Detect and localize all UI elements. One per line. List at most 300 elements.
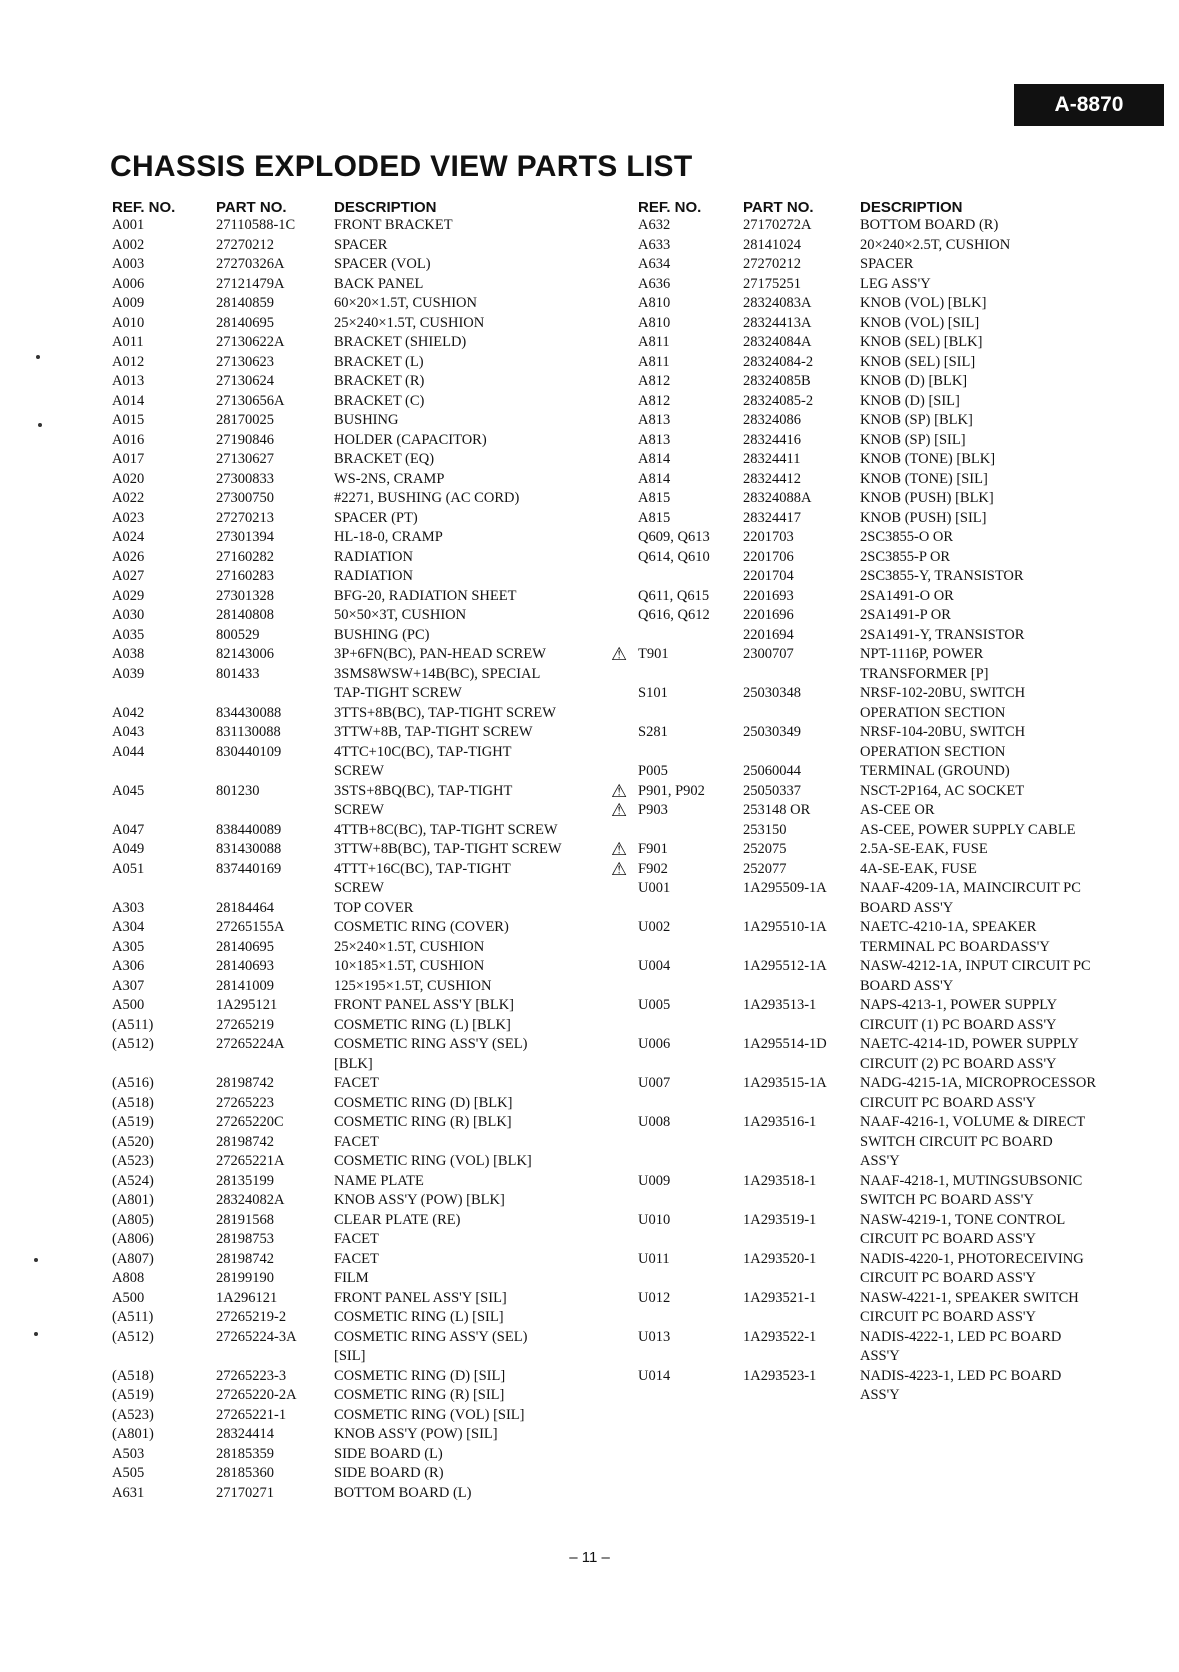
ref-no-cell-text: A047 bbox=[112, 821, 145, 838]
part-no-cell-text: 28140693 bbox=[216, 958, 274, 974]
ref-no-cell bbox=[638, 411, 743, 431]
table-row bbox=[638, 431, 1096, 451]
part-no-cell bbox=[216, 470, 334, 490]
description-cell-text: BUSHING (PC) bbox=[334, 626, 430, 643]
part-no-cell-text: 27130627 bbox=[216, 451, 274, 467]
ref-no-cell bbox=[638, 1074, 743, 1094]
description-cell-text: NAETC-4210-1A, SPEAKER bbox=[860, 919, 1037, 935]
part-no-cell-text: 1A293516-1 bbox=[743, 1114, 817, 1130]
table-row bbox=[112, 1094, 562, 1114]
part-no-cell bbox=[216, 1211, 334, 1231]
description-cell-text: 4A-SE-EAK, FUSE bbox=[860, 860, 977, 877]
ref-no-cell bbox=[112, 743, 216, 763]
ref-no-cell-text: A003 bbox=[112, 256, 145, 272]
ref-no-cell bbox=[112, 1484, 216, 1504]
table-row bbox=[112, 1133, 562, 1153]
table-row bbox=[638, 1347, 1096, 1367]
ref-no-cell-text: U008 bbox=[638, 1114, 671, 1130]
ref-no-cell-text: A304 bbox=[112, 919, 145, 935]
ref-no-cell-text: A815 bbox=[638, 509, 671, 526]
part-no-cell-text: 27265220C bbox=[216, 1114, 284, 1130]
description-cell bbox=[334, 899, 413, 919]
description-cell bbox=[860, 996, 1057, 1016]
description-cell-text: KNOB (SP) [BLK] bbox=[860, 412, 973, 428]
ref-no-cell bbox=[112, 723, 216, 743]
part-no-cell bbox=[216, 782, 334, 802]
description-cell-text: HOLDER (CAPACITOR) bbox=[334, 431, 487, 448]
description-cell-text: CIRCUIT PC BOARD ASS'Y bbox=[860, 1094, 1036, 1111]
part-no-cell-text: 1A295512-1A bbox=[743, 958, 827, 974]
description-cell bbox=[860, 236, 1010, 256]
part-no-cell-text: 28191568 bbox=[216, 1211, 274, 1228]
description-cell-text: FACET bbox=[334, 1231, 379, 1247]
ref-no-cell-text: (A523) bbox=[112, 1406, 154, 1423]
description-cell bbox=[334, 723, 533, 743]
part-no-cell-text: 27270326A bbox=[216, 256, 285, 272]
ref-no-cell bbox=[638, 548, 743, 568]
table-row bbox=[638, 626, 1096, 646]
description-cell bbox=[860, 548, 950, 568]
ref-no-cell-text: (A523) bbox=[112, 1153, 154, 1169]
description-cell-text: KNOB (VOL) [BLK] bbox=[860, 295, 987, 311]
description-cell-text: NASW-4221-1, SPEAKER SWITCH bbox=[860, 1289, 1079, 1306]
table-row bbox=[112, 938, 562, 958]
table-row bbox=[638, 392, 1096, 412]
table-row bbox=[638, 606, 1096, 626]
description-cell-text: #2271, BUSHING (AC CORD) bbox=[334, 490, 520, 506]
description-cell bbox=[860, 1074, 1096, 1094]
table-row bbox=[112, 587, 562, 607]
part-no-cell bbox=[743, 1113, 860, 1133]
description-cell bbox=[860, 684, 1025, 704]
ref-no-cell-text: A812 bbox=[638, 392, 671, 409]
ref-no-cell bbox=[112, 1211, 216, 1231]
ref-no-cell bbox=[112, 879, 216, 899]
description-cell-text: 2SA1491-P OR bbox=[860, 607, 951, 623]
ref-no-cell-text: A306 bbox=[112, 958, 145, 974]
part-no-cell-text: 28324411 bbox=[743, 451, 801, 467]
description-cell-text: RADIATION bbox=[334, 548, 413, 565]
part-no-cell bbox=[216, 1484, 334, 1504]
description-cell bbox=[860, 314, 979, 334]
part-no-cell-text: 28324085-2 bbox=[743, 392, 814, 409]
safety-warning-icon: ⚠ bbox=[611, 839, 628, 860]
part-no-cell bbox=[216, 1347, 334, 1367]
ref-no-cell-text: A043 bbox=[112, 724, 145, 740]
table-row bbox=[112, 1055, 562, 1075]
ref-no-cell bbox=[112, 450, 216, 470]
part-no-cell bbox=[216, 275, 334, 295]
part-no-cell-text: 1A293515-1A bbox=[743, 1075, 827, 1091]
table-row bbox=[112, 431, 562, 451]
part-no-cell bbox=[216, 353, 334, 373]
part-no-cell bbox=[743, 996, 860, 1016]
ref-no-cell bbox=[112, 860, 216, 880]
table-row bbox=[112, 645, 562, 665]
ref-no-cell bbox=[638, 1230, 743, 1250]
description-cell-text: ASS'Y bbox=[860, 1348, 900, 1364]
description-cell bbox=[860, 723, 1025, 743]
part-no-cell bbox=[216, 236, 334, 256]
part-no-cell bbox=[743, 411, 860, 431]
ref-no-cell bbox=[112, 1133, 216, 1153]
description-cell bbox=[860, 977, 953, 997]
table-row bbox=[112, 821, 562, 841]
part-no-cell bbox=[216, 645, 334, 665]
description-cell bbox=[860, 743, 1005, 763]
ref-no-cell bbox=[638, 899, 743, 919]
table-row bbox=[611, 839, 1096, 860]
description-cell bbox=[860, 1133, 1053, 1153]
description-cell-text: COSMETIC RING (R) [BLK] bbox=[334, 1114, 512, 1130]
description-cell-text: CIRCUIT PC BOARD ASS'Y bbox=[860, 1270, 1036, 1286]
description-cell-text: CIRCUIT (2) PC BOARD ASS'Y bbox=[860, 1055, 1057, 1072]
table-row bbox=[112, 294, 562, 314]
ref-no-cell bbox=[112, 372, 216, 392]
part-no-cell-text: 801230 bbox=[216, 782, 260, 799]
ref-no-cell-text: (A807) bbox=[112, 1250, 154, 1267]
description-cell-text: NADIS-4222-1, LED PC BOARD bbox=[860, 1328, 1062, 1345]
safety-warning-icon: ⚠ bbox=[611, 644, 628, 665]
part-no-cell bbox=[216, 1152, 334, 1172]
description-cell bbox=[860, 587, 954, 607]
description-cell bbox=[860, 938, 1050, 958]
description-cell-text: COSMETIC RING (VOL) [SIL] bbox=[334, 1406, 525, 1423]
description-cell-text: OPERATION SECTION bbox=[860, 743, 1006, 760]
ref-no-cell bbox=[638, 236, 743, 256]
description-cell-text: BRACKET (C) bbox=[334, 392, 425, 409]
ref-no-cell bbox=[638, 704, 743, 724]
table-row bbox=[112, 1016, 562, 1036]
description-cell bbox=[334, 255, 431, 275]
ref-no-cell-text: A009 bbox=[112, 295, 145, 311]
description-cell bbox=[860, 665, 989, 685]
description-cell-text: KNOB (PUSH) [SIL] bbox=[860, 509, 987, 526]
table-row bbox=[638, 587, 1096, 607]
ref-no-cell-text: A010 bbox=[112, 314, 145, 331]
part-no-cell bbox=[216, 879, 334, 899]
part-no-cell bbox=[743, 1191, 860, 1211]
ref-no-cell bbox=[638, 743, 743, 763]
part-no-cell bbox=[216, 1074, 334, 1094]
ref-no-cell bbox=[112, 977, 216, 997]
description-cell-text: CLEAR PLATE (RE) bbox=[334, 1211, 461, 1228]
ref-no-cell bbox=[112, 801, 216, 821]
part-no-cell-text: 27170271 bbox=[216, 1484, 274, 1501]
table-row bbox=[638, 938, 1096, 958]
part-no-cell bbox=[743, 606, 860, 626]
ref-no-cell bbox=[112, 1074, 216, 1094]
description-cell-text: BOTTOM BOARD (L) bbox=[334, 1484, 472, 1501]
table-row bbox=[611, 800, 1096, 821]
ref-no-cell bbox=[112, 1269, 216, 1289]
description-cell bbox=[334, 801, 384, 821]
description-cell bbox=[860, 1055, 1057, 1075]
part-no-cell bbox=[216, 587, 334, 607]
description-cell-text: SWITCH CIRCUIT PC BOARD bbox=[860, 1133, 1053, 1150]
ref-no-cell bbox=[112, 411, 216, 431]
ref-no-cell bbox=[638, 450, 743, 470]
part-no-cell-text: 27265220-2A bbox=[216, 1387, 297, 1403]
description-cell-text: TAP-TIGHT SCREW bbox=[334, 685, 462, 701]
ref-no-cell-text: (A519) bbox=[112, 1114, 154, 1130]
part-no-cell bbox=[216, 1308, 334, 1328]
description-cell bbox=[860, 1367, 1061, 1387]
part-no-cell bbox=[216, 1133, 334, 1153]
ref-no-cell bbox=[112, 1445, 216, 1465]
part-no-cell bbox=[743, 372, 860, 392]
table-row bbox=[638, 1211, 1096, 1231]
part-no-cell-text: 25030349 bbox=[743, 724, 801, 740]
part-no-cell bbox=[216, 665, 334, 685]
part-no-cell-text: 27270212 bbox=[743, 256, 801, 272]
description-cell bbox=[334, 762, 384, 782]
description-cell-text: BOARD ASS'Y bbox=[860, 977, 954, 994]
table-row bbox=[112, 996, 562, 1016]
description-cell-text: 2SA1491-Y, TRANSISTOR bbox=[860, 626, 1025, 643]
part-no-cell bbox=[743, 1386, 860, 1406]
ref-no-cell bbox=[638, 392, 743, 412]
ref-no-cell bbox=[638, 1055, 743, 1075]
table-row bbox=[112, 606, 562, 626]
ref-no-cell-text: F902 bbox=[638, 860, 668, 877]
ref-no-cell bbox=[638, 489, 743, 509]
description-cell bbox=[860, 1035, 1079, 1055]
description-cell-text: COSMETIC RING (VOL) [BLK] bbox=[334, 1153, 532, 1169]
description-cell-text: COSMETIC RING ASS'Y (SEL) bbox=[334, 1328, 528, 1345]
ref-no-cell bbox=[112, 216, 216, 236]
part-no-cell bbox=[216, 548, 334, 568]
part-no-cell-text: 28324082A bbox=[216, 1192, 285, 1208]
description-cell-text: FACET bbox=[334, 1133, 379, 1150]
ref-no-cell bbox=[638, 275, 743, 295]
ref-no-cell bbox=[638, 1016, 743, 1036]
part-no-cell-text: 27130656A bbox=[216, 392, 285, 409]
part-no-cell-text: 28324417 bbox=[743, 509, 801, 526]
description-cell-text: NADIS-4223-1, LED PC BOARD bbox=[860, 1367, 1062, 1384]
part-no-cell bbox=[743, 1328, 860, 1348]
table-row bbox=[112, 236, 562, 256]
table-row bbox=[112, 801, 562, 821]
part-no-cell bbox=[743, 762, 860, 782]
table-row bbox=[638, 743, 1096, 763]
ref-no-cell bbox=[638, 1347, 743, 1367]
ref-no-cell-text: (A805) bbox=[112, 1211, 154, 1228]
part-no-cell-text: 27265219-2 bbox=[216, 1309, 287, 1325]
description-cell bbox=[860, 255, 913, 275]
ref-no-cell bbox=[112, 996, 216, 1016]
part-no-cell-text: 27110588-1C bbox=[216, 217, 296, 233]
description-cell bbox=[334, 879, 384, 899]
description-cell-text: NAETC-4214-1D, POWER SUPPLY bbox=[860, 1036, 1079, 1052]
ref-no-cell bbox=[112, 626, 216, 646]
part-no-cell-text: 28135199 bbox=[216, 1172, 274, 1189]
ref-no-cell bbox=[638, 470, 743, 490]
part-no-cell bbox=[216, 411, 334, 431]
part-no-cell-text: 28198742 bbox=[216, 1075, 274, 1091]
description-cell bbox=[860, 509, 986, 529]
table-row bbox=[638, 236, 1096, 256]
description-cell-text: SPACER bbox=[860, 256, 914, 272]
part-no-cell bbox=[743, 353, 860, 373]
part-no-cell-text: 27175251 bbox=[743, 275, 801, 292]
table-body bbox=[611, 216, 1097, 1406]
description-cell bbox=[334, 1269, 369, 1289]
ref-no-cell-text: A042 bbox=[112, 704, 145, 721]
part-no-cell bbox=[216, 294, 334, 314]
ref-no-cell bbox=[112, 333, 216, 353]
ref-no-cell bbox=[638, 1113, 743, 1133]
ref-no-cell bbox=[638, 996, 743, 1016]
part-no-cell-text: 28324085B bbox=[743, 373, 811, 389]
header-description: DESCRIPTION bbox=[860, 199, 963, 216]
part-no-cell bbox=[216, 1269, 334, 1289]
part-no-cell bbox=[216, 528, 334, 548]
description-cell bbox=[334, 528, 443, 548]
part-no-cell bbox=[743, 723, 860, 743]
part-no-cell bbox=[216, 314, 334, 334]
part-no-cell bbox=[743, 1074, 860, 1094]
part-no-cell-text: 27270212 bbox=[216, 236, 274, 253]
part-no-cell-text: 834430088 bbox=[216, 704, 282, 721]
part-no-cell-text: 28140808 bbox=[216, 607, 274, 623]
table-row bbox=[638, 548, 1096, 568]
ref-no-cell-text: A020 bbox=[112, 470, 145, 487]
part-no-cell bbox=[216, 1386, 334, 1406]
description-cell-text: CIRCUIT PC BOARD ASS'Y bbox=[860, 1309, 1036, 1325]
header-description: DESCRIPTION bbox=[334, 199, 437, 216]
table-row bbox=[638, 899, 1096, 919]
description-cell-text: 4TTT+16C(BC), TAP-TIGHT bbox=[334, 860, 511, 877]
table-row bbox=[112, 626, 562, 646]
description-cell bbox=[860, 860, 977, 880]
description-cell bbox=[860, 1230, 1036, 1250]
ref-no-cell-text: A001 bbox=[112, 217, 145, 233]
part-no-cell bbox=[743, 1211, 860, 1231]
description-cell bbox=[334, 782, 512, 802]
ref-no-cell bbox=[638, 626, 743, 646]
ref-no-cell-text: A303 bbox=[112, 899, 145, 916]
table-row bbox=[112, 1367, 562, 1387]
parts-table-left bbox=[112, 196, 562, 1503]
part-no-cell-text: 1A293513-1 bbox=[743, 997, 817, 1013]
ref-no-cell bbox=[638, 587, 743, 607]
table-row bbox=[112, 782, 562, 802]
description-cell-text: OPERATION SECTION bbox=[860, 704, 1006, 721]
table-row bbox=[638, 275, 1096, 295]
ref-no-cell bbox=[112, 236, 216, 256]
table-row bbox=[112, 1289, 562, 1309]
ref-no-cell bbox=[112, 1250, 216, 1270]
ref-no-cell-text: (A806) bbox=[112, 1231, 154, 1247]
ref-no-cell-text: A049 bbox=[112, 841, 145, 857]
ref-no-cell bbox=[112, 840, 216, 860]
table-row bbox=[638, 762, 1096, 782]
part-no-cell-text: 27301328 bbox=[216, 587, 274, 604]
description-cell bbox=[860, 567, 1024, 587]
description-cell bbox=[334, 704, 556, 724]
table-row bbox=[112, 509, 562, 529]
ref-no-cell-text: A815 bbox=[638, 490, 671, 506]
description-cell-text: SIDE BOARD (R) bbox=[334, 1465, 444, 1481]
part-no-cell-text: 27301394 bbox=[216, 529, 274, 545]
ref-no-cell-text: (A511) bbox=[112, 1016, 154, 1033]
table-row bbox=[112, 470, 562, 490]
part-no-cell bbox=[743, 489, 860, 509]
description-cell-text: NAAF-4209-1A, MAINCIRCUIT PC bbox=[860, 880, 1081, 896]
ref-no-cell bbox=[638, 1250, 743, 1270]
table-row bbox=[638, 470, 1096, 490]
ref-no-cell-text: A632 bbox=[638, 217, 671, 233]
table-row bbox=[112, 704, 562, 724]
description-cell-text: NAME PLATE bbox=[334, 1172, 424, 1189]
ref-no-cell bbox=[112, 509, 216, 529]
ref-no-cell-text: A012 bbox=[112, 353, 145, 370]
description-cell-text: ASS'Y bbox=[860, 1387, 900, 1403]
ref-no-cell bbox=[638, 333, 743, 353]
part-no-cell bbox=[743, 294, 860, 314]
ref-no-cell-text: A810 bbox=[638, 314, 671, 331]
part-no-cell bbox=[216, 1367, 334, 1387]
description-cell bbox=[334, 333, 466, 353]
table-row bbox=[638, 1308, 1096, 1328]
ref-no-cell bbox=[112, 1055, 216, 1075]
table-row bbox=[112, 1113, 562, 1133]
description-cell bbox=[860, 1269, 1036, 1289]
description-cell bbox=[334, 840, 562, 860]
table-row bbox=[112, 255, 562, 275]
ref-no-cell bbox=[112, 1152, 216, 1172]
description-cell bbox=[334, 275, 423, 295]
description-cell bbox=[334, 1133, 379, 1153]
ref-no-cell-text: A810 bbox=[638, 295, 671, 311]
table-row bbox=[638, 1269, 1096, 1289]
ref-no-cell bbox=[638, 1191, 743, 1211]
description-cell bbox=[860, 431, 966, 451]
description-cell-text: 25×240×1.5T, CUSHION bbox=[334, 314, 485, 331]
ref-no-cell bbox=[638, 1152, 743, 1172]
part-no-cell bbox=[216, 918, 334, 938]
part-no-cell-text: 800529 bbox=[216, 626, 260, 643]
ref-no-cell-text: A006 bbox=[112, 275, 145, 292]
part-no-cell-text: 28324412 bbox=[743, 470, 801, 487]
description-cell bbox=[860, 1386, 900, 1406]
ref-no-cell bbox=[638, 879, 743, 899]
ref-no-cell bbox=[638, 1269, 743, 1289]
part-no-cell-text: 252075 bbox=[743, 841, 787, 857]
description-cell-text: KNOB (TONE) [SIL] bbox=[860, 470, 988, 487]
part-no-cell-text: 27265223-3 bbox=[216, 1367, 287, 1384]
table-row bbox=[638, 1172, 1096, 1192]
table-row bbox=[112, 1308, 562, 1328]
ref-no-cell bbox=[638, 684, 743, 704]
description-cell bbox=[334, 1172, 424, 1192]
description-cell bbox=[334, 372, 424, 392]
description-cell bbox=[334, 1016, 511, 1036]
description-cell bbox=[334, 353, 424, 373]
ref-no-cell-text: A813 bbox=[638, 412, 671, 428]
part-no-cell bbox=[216, 567, 334, 587]
part-no-cell bbox=[216, 860, 334, 880]
part-no-cell bbox=[743, 548, 860, 568]
part-no-cell bbox=[743, 957, 860, 977]
description-cell bbox=[334, 645, 546, 665]
part-no-cell bbox=[216, 392, 334, 412]
part-no-cell bbox=[216, 450, 334, 470]
part-no-cell-text: 25050337 bbox=[743, 782, 801, 799]
description-cell-text: BACK PANEL bbox=[334, 275, 424, 292]
ref-no-cell bbox=[112, 1386, 216, 1406]
